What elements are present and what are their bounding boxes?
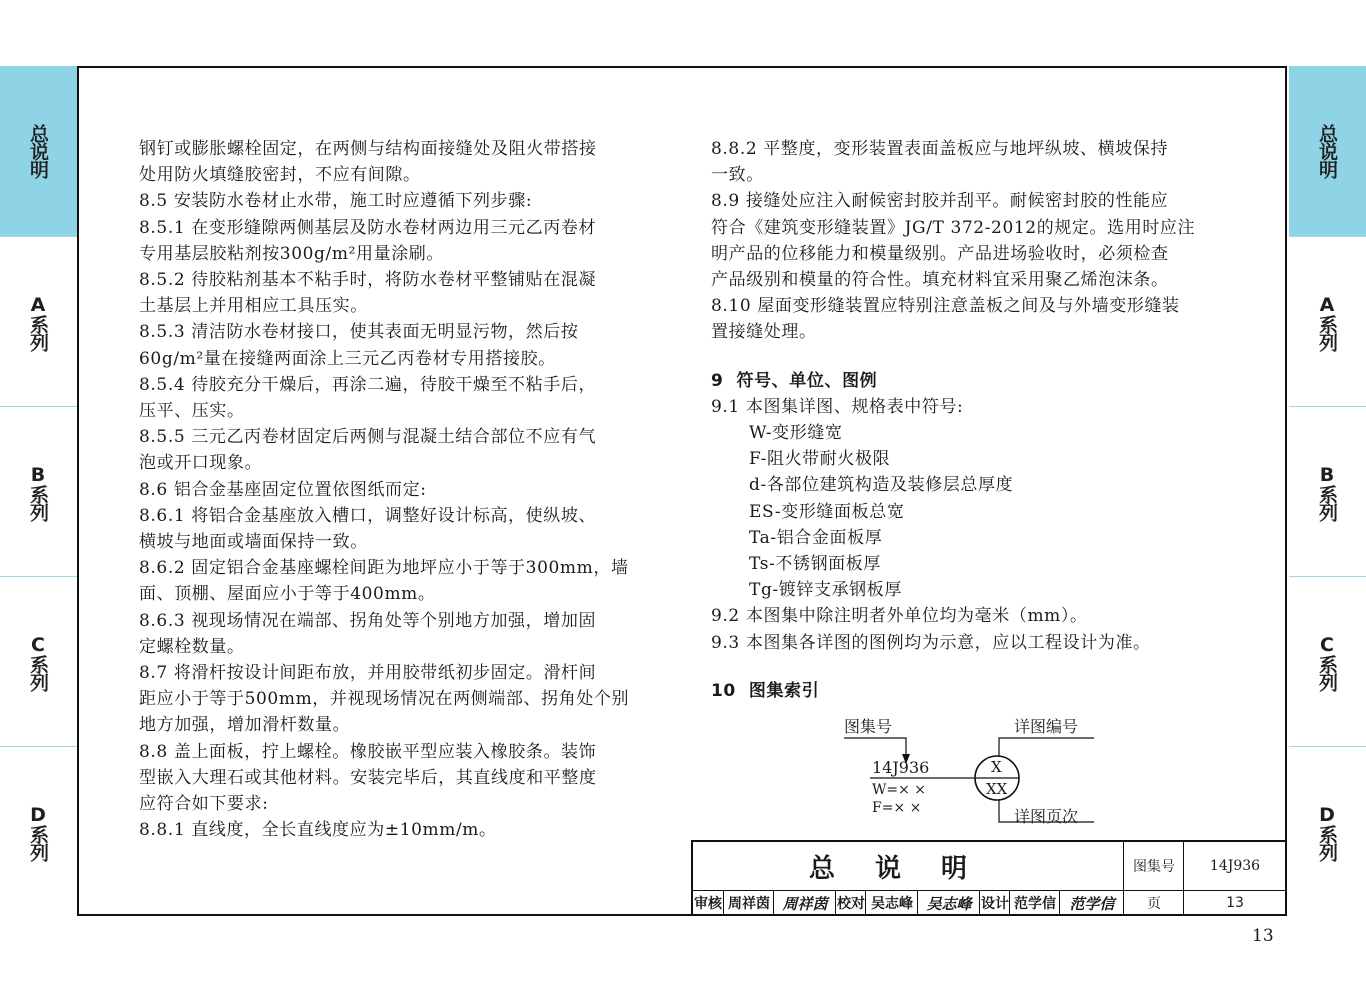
text-line: 8.8.2 平整度，变形装置表面盖板应与地坪纵坡、横坡保持: [711, 139, 1169, 159]
tab-series-a[interactable]: A系列: [1289, 237, 1366, 407]
text-line: 面、顶棚、屋面应小于等于400mm。: [139, 584, 436, 605]
text-line: 置接缝处理。: [711, 322, 817, 343]
text-line: 8.10 屋面变形缝装置应特别注意盖板之间及与外墙变形缝装: [711, 296, 1180, 317]
drawing-frame: [77, 66, 1287, 916]
page-label: 页: [1123, 890, 1184, 916]
detail-page-label: 详图页次: [1014, 807, 1079, 826]
title-block: [691, 840, 1285, 916]
text-line: 应符合如下要求:: [139, 794, 269, 815]
param-w: W=× ×: [872, 782, 927, 798]
spacer: [711, 346, 1251, 368]
tab-series-b[interactable]: B系列: [0, 407, 77, 577]
text-line: 8.5.1 在变形缝隙两侧基层及防水卷材两边用三元乙丙卷材: [139, 217, 597, 238]
text-line: 泡或开口现象。: [139, 453, 263, 474]
text-line: 产品级别和模量的符合性。填充材料宜采用聚乙烯泡沫条。: [711, 270, 1169, 291]
tab-general-notes[interactable]: 总说明: [1289, 66, 1366, 236]
text-line: 8.5.5 三元乙丙卷材固定后两侧与混凝土结合部位不应有气: [139, 427, 597, 448]
symbol-item: Ta-铝合金面板厚: [749, 527, 883, 548]
text-line: 压平、压实。: [139, 401, 245, 422]
text-line: 8.9 接缝处应注入耐候密封胶并刮平。耐候密封胶的性能应: [711, 191, 1169, 212]
text-line: 距应小于等于500mm，并视现场情况在两侧端部、拐角处个别: [139, 689, 630, 710]
text-line: 处用防火填缝胶密封，不应有间隙。: [139, 165, 421, 186]
tab-general-notes[interactable]: 总说明: [0, 66, 77, 236]
text-line: 9.1 本图集详图、规格表中符号:: [711, 396, 964, 417]
text-line: 8.6.3 视现场情况在端部、拐角处等个别地方加强，增加固: [139, 610, 597, 631]
review-name: 周祥茵: [723, 890, 774, 916]
text-line: 地方加强，增加滑杆数量。: [139, 715, 351, 736]
tab-series-c[interactable]: C系列: [0, 577, 77, 747]
sheet-title: 总说明: [808, 853, 1007, 884]
symbol-item: ES-变形缝面板总宽: [749, 501, 905, 522]
text-line: 钢钉或膨胀螺栓固定，在两侧与结构面接缝处及阻火带搭接: [139, 139, 597, 159]
text-line: 横坡与地面或墙面保持一致。: [139, 532, 368, 553]
param-f: F=× ×: [872, 800, 922, 816]
circle-page-no: XX: [986, 780, 1008, 798]
spacer: [711, 656, 1251, 678]
text-line: 明产品的位移能力和模量级别。产品进场验收时，必须检查: [711, 243, 1169, 264]
text-line: 8.5.4 待胶充分干燥后，再涂二遍，待胶干燥至不粘手后，: [139, 374, 597, 395]
page-value: 13: [1183, 890, 1286, 916]
page-number: 13: [1252, 926, 1274, 946]
check-signature: 吴志峰: [917, 890, 980, 916]
tab-series-d[interactable]: D系列: [1289, 747, 1366, 917]
text-line: 土基层上并用相应工具压实。: [139, 296, 368, 317]
review-label: 审核: [694, 896, 722, 912]
left-text-column: [139, 136, 669, 843]
symbol-item: F-阻火带耐火极限: [749, 449, 891, 470]
text-line: 8.8 盖上面板，拧上螺栓。橡胶嵌平型应装入橡胶条。装饰: [139, 741, 597, 762]
symbol-item: Ts-不锈钢面板厚: [749, 554, 881, 575]
tab-series-b[interactable]: B系列: [1289, 407, 1366, 577]
tab-series-a[interactable]: A系列: [0, 237, 77, 407]
review-signature: 周祥茵: [773, 890, 836, 916]
atlas-value-cell: 14J936: [1183, 842, 1286, 890]
symbol-item: d-各部位建筑构造及装修层总厚度: [749, 475, 1014, 496]
atlas-label-cell: 图集号: [1123, 842, 1184, 890]
text-line: 定螺栓数量。: [139, 636, 245, 657]
text-line: 8.6.1 将铝合金基座放入槽口，调整好设计标高，使纵坡、: [139, 505, 597, 526]
text-line: 8.5 安装防水卷材止水带，施工时应遵循下列步骤:: [139, 191, 533, 212]
check-label: 校对: [835, 890, 866, 916]
text-line: 9.2 本图集中除注明者外单位均为毫米（mm）。: [711, 606, 1088, 627]
atlas-no-label: 图集号: [844, 717, 893, 736]
title-block-top-row: [693, 842, 1285, 891]
detail-no-label: 详图编号: [1014, 717, 1079, 736]
design-name: 范学信: [1009, 890, 1060, 916]
check-name: 吴志峰: [865, 890, 918, 916]
design-label: 设计: [979, 890, 1010, 916]
circle-detail-no: X: [991, 758, 1002, 776]
text-line: 专用基层胶粘剂按300g/m²用量涂刷。: [139, 243, 444, 264]
tab-series-d[interactable]: D系列: [0, 747, 77, 917]
text-line: 8.6 铝合金基座固定位置依图纸而定:: [139, 479, 427, 500]
right-text-column: [711, 136, 1251, 704]
atlas-code: 14J936: [872, 758, 930, 777]
text-line: 8.8.1 直线度，全长直线度应为±10mm/m。: [139, 820, 497, 841]
section-9-heading: 9 符号、单位、图例: [711, 370, 878, 391]
text-line: 8.5.2 待胶粘剂基本不粘手时，将防水卷材平整铺贴在混凝: [139, 270, 597, 291]
design-signature: 范学信: [1059, 890, 1124, 916]
text-line: 8.7 将滑杆按设计间距布放，并用胶带纸初步固定。滑杆间: [139, 663, 597, 684]
text-line: 60g/m²量在接缝两面涂上三元乙丙卷材专用搭接胶。: [139, 348, 556, 369]
symbol-item: W-变形缝宽: [749, 423, 843, 444]
symbol-item: Tg-镀锌支承钢板厚: [749, 580, 902, 601]
tab-series-c[interactable]: C系列: [1289, 577, 1366, 747]
text-line: 8.6.2 固定铝合金基座螺栓间距为地坪应小于等于300mm，墙: [139, 558, 629, 579]
text-line: 一致。: [711, 165, 764, 186]
text-line: 符合《建筑变形缝装置》JG/T 372-2012的规定。选用时应注: [711, 217, 1196, 238]
text-line: 9.3 本图集各详图的图例均为示意，应以工程设计为准。: [711, 632, 1151, 653]
title-block-sign-row: [693, 890, 1285, 916]
text-line: 8.5.3 清洁防水卷材接口，使其表面无明显污物，然后按: [139, 322, 579, 343]
section-10-heading: 10 图集索引: [711, 680, 820, 701]
text-line: 型嵌入大理石或其他材料。安装完毕后，其直线度和平整度: [139, 767, 597, 788]
atlas-index-diagram: [844, 708, 1144, 828]
